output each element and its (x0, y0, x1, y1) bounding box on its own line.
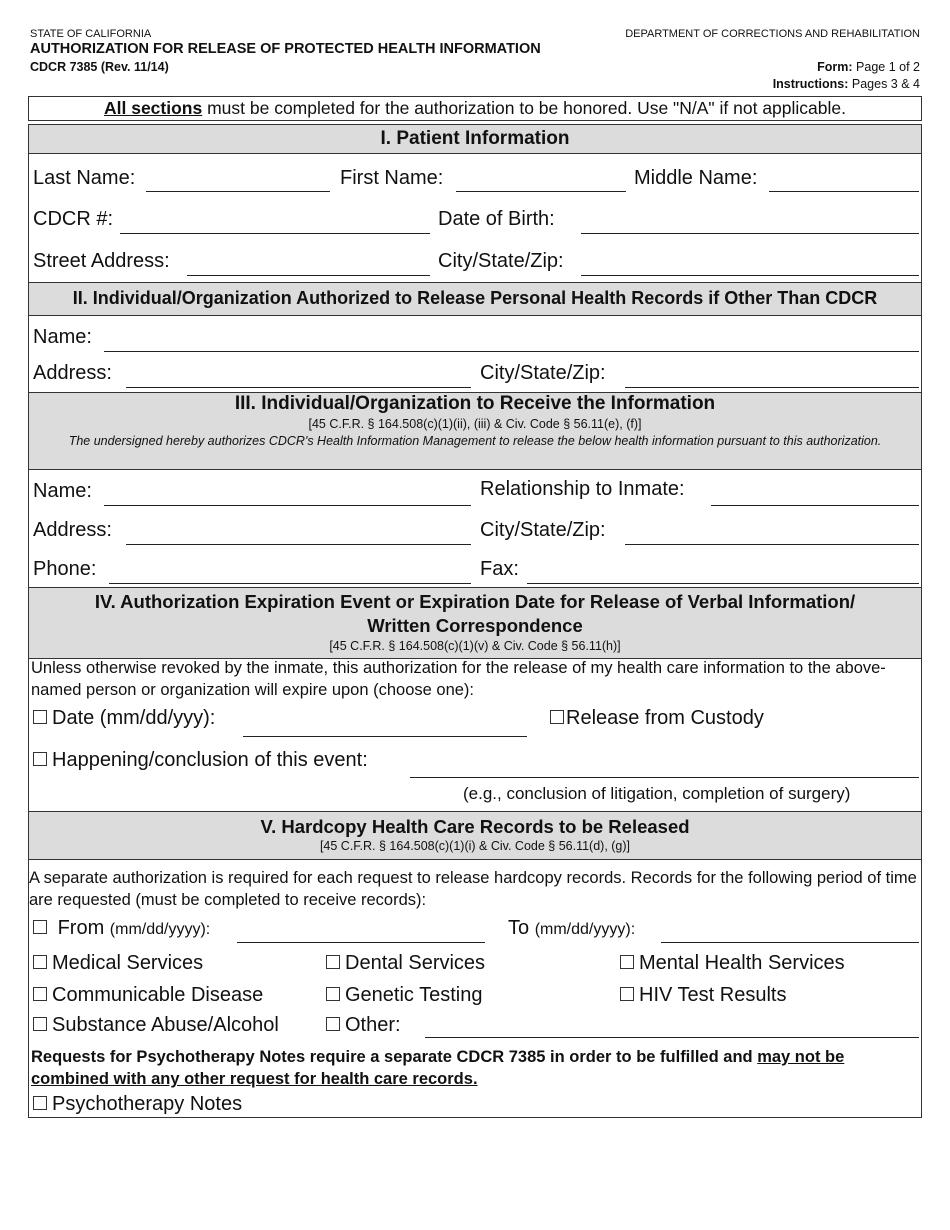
from-date-option (33, 917, 210, 940)
releaser-name-field[interactable] (104, 351, 919, 352)
street-address-field[interactable] (187, 275, 430, 276)
release-from-custody-option[interactable] (550, 707, 764, 730)
notice-emphasis: All sections (103, 98, 203, 118)
to-date-field[interactable] (661, 942, 919, 943)
checkbox-icon[interactable] (550, 710, 564, 724)
form-pages-value: Page 1 of 2 (856, 60, 920, 74)
dental-services-label: Dental Services (345, 952, 486, 974)
mental-health-option[interactable] (620, 952, 845, 975)
last-name-field[interactable] (146, 191, 330, 192)
section4-title-line2: Written Correspondence (367, 615, 583, 636)
expire-date-label: Date (mm/dd/yyy): (52, 707, 216, 729)
hiv-test-label: HIV Test Results (639, 984, 787, 1006)
form-pages (817, 60, 920, 74)
recipient-name-field[interactable] (104, 505, 471, 506)
relationship-label: Relationship to Inmate: (480, 478, 685, 500)
street-address-label: Street Address: (33, 250, 170, 272)
release-from-custody-label: Release from Custody (566, 707, 764, 729)
psychotherapy-notes-option[interactable] (33, 1093, 242, 1116)
relationship-field[interactable] (711, 505, 919, 506)
hiv-test-option[interactable] (620, 984, 786, 1007)
instruction-pages-value: Pages 3 & 4 (851, 77, 920, 91)
from-format: (mm/dd/yyyy): (109, 921, 211, 938)
genetic-testing-option[interactable] (326, 984, 483, 1007)
cdcr-number-label: CDCR #: (33, 208, 114, 230)
recipient-city-label: City/State/Zip: (480, 519, 606, 541)
form-title: AUTHORIZATION FOR RELEASE OF PROTECTED HEALTH INFORMATION (30, 41, 541, 57)
section1-title: I. Patient Information (380, 128, 570, 149)
expire-date-option[interactable] (33, 707, 215, 730)
psychotherapy-notice-emphasis: may not be combined with any other request for health care records. (31, 1048, 845, 1088)
section3-note: The undersigned hereby authorizes CDCR's Health Information Management to release the below health information pursuant to this authorization. (68, 434, 882, 448)
mental-health-label: Mental Health Services (639, 952, 845, 974)
section5-header (29, 811, 921, 860)
state-label: STATE OF CALIFORNIA (30, 28, 152, 40)
communicable-disease-option[interactable] (33, 984, 263, 1007)
form-id: CDCR 7385 (Rev. 11/14) (30, 60, 169, 74)
checkbox-icon[interactable] (326, 1017, 340, 1031)
section4-header (29, 587, 921, 659)
checkbox-icon[interactable] (33, 752, 47, 766)
other-field[interactable] (425, 1037, 919, 1038)
releaser-city-label: City/State/Zip: (480, 362, 606, 384)
section5-citation: [45 C.F.R. § 164.508(c)(1)(i) & Civ. Code § 56.11(d), (g)] (319, 839, 631, 853)
expire-date-field[interactable] (243, 736, 527, 737)
section5-body: A separate authorization is required for each request to release hardcopy records. Records for the following period of time are requested (must be completed to receive records): (29, 869, 917, 909)
recipient-name-label: Name: (33, 480, 92, 502)
releaser-name-label: Name: (33, 326, 92, 348)
recipient-fax-label: Fax: (480, 558, 519, 580)
checkbox-icon[interactable] (33, 1096, 47, 1110)
department-label: DEPARTMENT OF CORRECTIONS AND REHABILITATION (625, 28, 920, 40)
to-label: To (508, 917, 530, 939)
dental-services-option[interactable] (326, 952, 485, 975)
section4-body: Unless otherwise revoked by the inmate, this authorization for the release of my health care information to the above-named person or organization will expire upon (choose one): (31, 659, 886, 699)
communicable-disease-label: Communicable Disease (52, 984, 264, 1006)
other-label: Other: (345, 1014, 401, 1036)
instruction-pages (773, 77, 920, 91)
checkbox-icon[interactable] (33, 920, 47, 934)
notice-text: must be completed for the authorization to be honored. Use "N/A" if not applicable. (202, 98, 846, 118)
first-name-field[interactable] (456, 191, 626, 192)
genetic-testing-label: Genetic Testing (345, 984, 483, 1006)
recipient-city-field[interactable] (625, 544, 919, 545)
expire-event-field[interactable] (410, 777, 919, 778)
all-sections-notice (28, 96, 922, 121)
checkbox-icon[interactable] (620, 987, 634, 1001)
recipient-address-label: Address: (33, 519, 112, 541)
section2-header (29, 282, 921, 316)
dob-field[interactable] (581, 233, 919, 234)
form-pages-label: Form: (817, 60, 853, 74)
section2-title: II. Individual/Organization Authorized to Release Personal Health Records if Other Than CDCR (72, 288, 878, 308)
substance-abuse-label: Substance Abuse/Alcohol (52, 1014, 279, 1036)
section4-citation: [45 C.F.R. § 164.508(c)(1)(v) & Civ. Code § 56.11(h)] (329, 639, 621, 653)
releaser-address-field[interactable] (126, 387, 471, 388)
section3-citation: [45 C.F.R. § 164.508(c)(1)(ii), (iii) & Civ. Code § 56.11(e), (f)] (308, 417, 642, 431)
section3-header (29, 392, 921, 470)
section3-title: III. Individual/Organization to Receive the Information (234, 393, 716, 414)
recipient-address-field[interactable] (126, 544, 471, 545)
recipient-phone-label: Phone: (33, 558, 97, 580)
releaser-address-label: Address: (33, 362, 112, 384)
checkbox-icon[interactable] (326, 955, 340, 969)
dob-label: Date of Birth: (438, 208, 555, 230)
middle-name-field[interactable] (769, 191, 919, 192)
checkbox-icon[interactable] (33, 1017, 47, 1031)
other-option[interactable] (326, 1014, 401, 1037)
instruction-pages-label: Instructions: (772, 77, 849, 91)
first-name-label: First Name: (340, 167, 444, 189)
section1-header (29, 125, 921, 154)
psychotherapy-notice (31, 1046, 911, 1090)
psychotherapy-notice-text: Requests for Psychotherapy Notes require a separate CDCR 7385 in order to be fulfilled and (31, 1048, 758, 1066)
releaser-city-field[interactable] (625, 387, 919, 388)
city-state-zip-label: City/State/Zip: (438, 250, 564, 272)
recipient-phone-field[interactable] (109, 583, 471, 584)
to-date-option (508, 917, 635, 940)
checkbox-icon[interactable] (326, 987, 340, 1001)
psychotherapy-notes-label: Psychotherapy Notes (52, 1093, 243, 1115)
to-format: (mm/dd/yyyy): (534, 921, 636, 938)
medical-services-label: Medical Services (52, 952, 204, 974)
checkbox-icon[interactable] (620, 955, 634, 969)
medical-services-option[interactable] (33, 952, 203, 975)
from-date-field[interactable] (237, 942, 485, 943)
checkbox-icon[interactable] (33, 987, 47, 1001)
city-state-zip-field[interactable] (581, 275, 919, 276)
recipient-fax-field[interactable] (527, 583, 919, 584)
section4-title-line1: IV. Authorization Expiration Event or Expiration Date for Release of Verbal Information/ (94, 591, 856, 612)
checkbox-icon[interactable] (33, 955, 47, 969)
section5-title: V. Hardcopy Health Care Records to be Released (260, 816, 690, 837)
form-body (28, 124, 922, 1118)
checkbox-icon[interactable] (33, 710, 47, 724)
cdcr-number-field[interactable] (120, 233, 430, 234)
expire-event-example: (e.g., conclusion of litigation, completion of surgery) (463, 784, 851, 803)
middle-name-label: Middle Name: (634, 167, 758, 189)
expire-event-label: Happening/conclusion of this event: (52, 749, 368, 771)
from-label: From (57, 917, 105, 939)
last-name-label: Last Name: (33, 167, 136, 189)
substance-abuse-option[interactable] (33, 1014, 279, 1037)
expire-event-option[interactable] (33, 749, 368, 772)
